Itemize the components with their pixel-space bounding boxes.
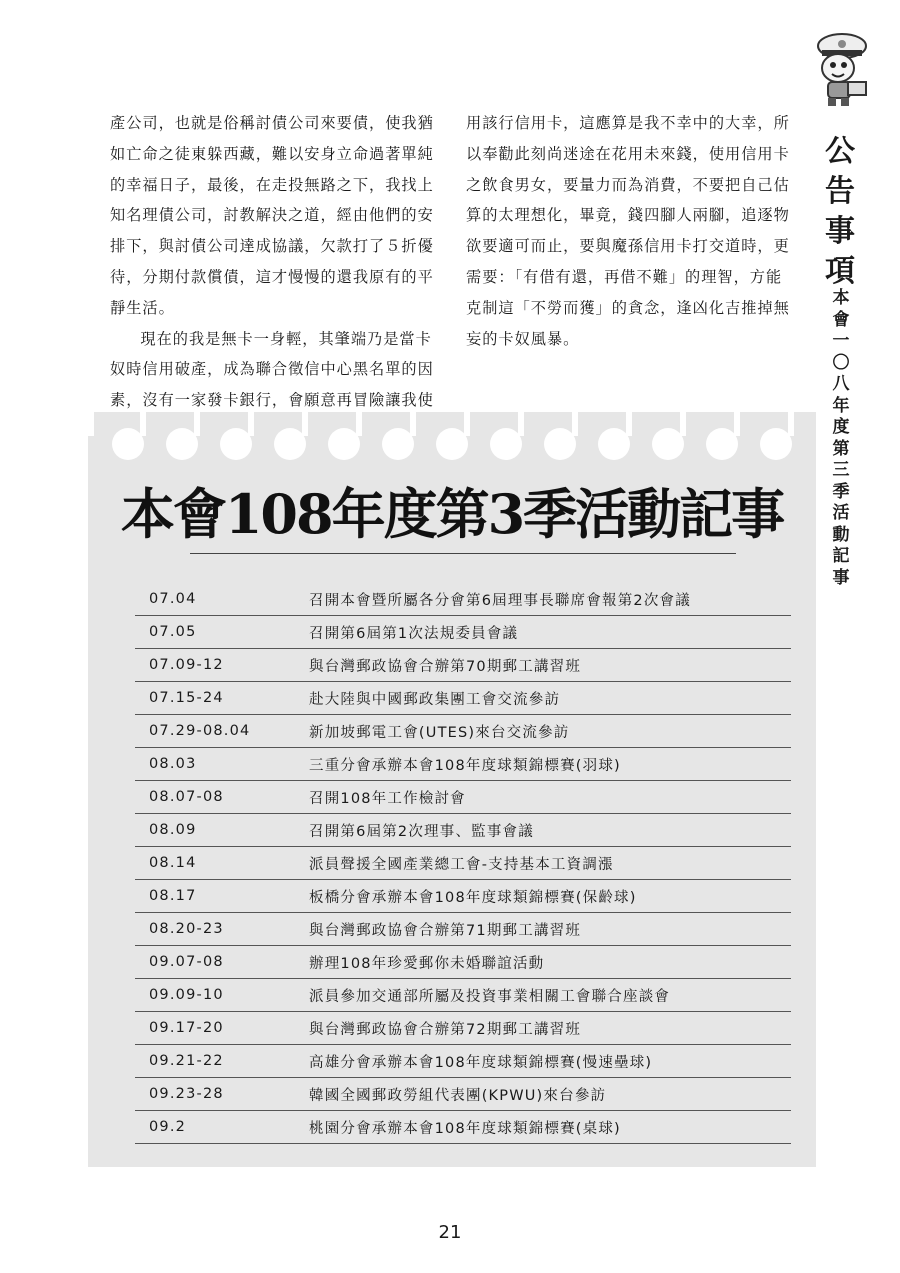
activity-date: 07.05: [149, 624, 197, 640]
activity-row: [135, 880, 791, 913]
activity-row: [135, 946, 791, 979]
activity-date: 07.04: [149, 591, 197, 607]
notepad-tear-tab: [788, 412, 794, 436]
section-subtitle-char: 動: [832, 524, 850, 545]
activity-row: [135, 715, 791, 748]
section-subtitle-vertical: [830, 288, 852, 589]
notepad-tear-tab: [88, 412, 94, 436]
section-subtitle-char: 八: [832, 374, 850, 394]
section-title-char: 事: [825, 214, 855, 249]
activity-description: 高雄分會承辦本會108年度球類錦標賽(慢速壘球): [309, 1054, 653, 1071]
activity-row: [135, 847, 791, 880]
section-subtitle-char: 一: [832, 331, 850, 351]
activity-description: 新加坡郵電工會(UTES)來台交流參訪: [309, 724, 570, 741]
activity-description: 赴大陸與中國郵政集團工會交流參訪: [309, 691, 561, 708]
activity-date: 09.21-22: [149, 1053, 224, 1069]
notepad-tear-tab: [248, 412, 254, 436]
activity-description: 板橋分會承辦本會108年度球類錦標賽(保齡球): [309, 889, 637, 906]
notepad-tear-tab: [464, 412, 470, 436]
activity-row: [135, 583, 791, 616]
activity-row: [135, 748, 791, 781]
activity-description: 召開本會暨所屬各分會第6屆理事長聯席會報第2次會議: [309, 592, 691, 609]
section-subtitle-char: 三: [832, 460, 850, 480]
activity-date: 08.14: [149, 855, 197, 871]
activity-date: 09.17-20: [149, 1020, 224, 1036]
activity-date: 08.03: [149, 756, 197, 772]
section-subtitle-char: 〇: [832, 352, 850, 373]
notepad-tear-tab: [194, 412, 200, 436]
activity-description: 召開第6屆第1次法規委員會議: [309, 625, 519, 642]
activity-date: 07.29-08.04: [149, 723, 251, 739]
activity-row: [135, 1111, 791, 1144]
notepad-tear-tab: [518, 412, 524, 436]
page-number: 21: [438, 1222, 462, 1243]
activity-description: 召開108年工作檢討會: [309, 790, 466, 807]
activity-description: 辦理108年珍愛郵你未婚聯誼活動: [309, 955, 545, 972]
activity-date: 09.09-10: [149, 987, 224, 1003]
notepad-tear-tab: [626, 412, 632, 436]
notepad-tear-tab: [140, 412, 146, 436]
activity-row: [135, 913, 791, 946]
notepad-tear-tab: [734, 412, 740, 436]
activity-description: 與台灣郵政協會合辦第72期郵工講習班: [309, 1021, 582, 1038]
section-subtitle-char: 季: [832, 481, 850, 502]
section-title-char: 告: [825, 174, 855, 209]
activity-description: 派員參加交通部所屬及投資事業相關工會聯合座談會: [309, 988, 671, 1005]
activity-date: 08.17: [149, 888, 197, 904]
section-subtitle-char: 本: [832, 288, 850, 308]
activity-date: 08.07-08: [149, 789, 224, 805]
activity-description: 韓國全國郵政勞組代表團(KPWU)來台參訪: [309, 1087, 607, 1104]
activity-row: [135, 1012, 791, 1045]
section-subtitle-char: 年: [832, 395, 850, 416]
notepad-tear-tab: [410, 412, 416, 436]
article-paragraph: 現在的我是無卡一身輕，其肇端乃是當卡奴時信用破產，成為聯合徵信中心黑名單的因素，沒有一家發卡銀行，會願意再冒險讓我使: [110, 329, 434, 410]
activity-row: [135, 649, 791, 682]
section-title-char: 項: [825, 254, 855, 289]
activity-row: [135, 1045, 791, 1078]
activity-date: 09.23-28: [149, 1086, 224, 1102]
notepad-tear-tab: [356, 412, 362, 436]
section-title-vertical: [822, 132, 858, 292]
section-subtitle-char: 第: [832, 438, 850, 459]
activity-record-title: 本會108年度第3季活動記事: [120, 482, 784, 546]
activity-row: [135, 979, 791, 1012]
section-subtitle-char: 會: [832, 309, 850, 330]
title-underline: [190, 553, 736, 554]
activity-date: 07.09-12: [149, 657, 224, 673]
notepad-tear-tab: [572, 412, 578, 436]
activity-description: 與台灣郵政協會合辦第70期郵工講習班: [309, 658, 582, 675]
section-title-char: 公: [825, 134, 855, 169]
article-column-left: [110, 108, 440, 416]
article-paragraph: 產公司，也就是俗稱討債公司來要債，使我猶如亡命之徒東躲西藏，難以安身立命過著單純的幸福日子，最後，在走投無路之下，我找上知名理債公司，討教解決之道，經由他們的安排下，與討債公司達成協議，欠款打了５折優待，分期付款償債，這才慢慢的還我原有的平靜生活。: [110, 114, 434, 317]
activity-description: 與台灣郵政協會合辦第71期郵工講習班: [309, 922, 582, 939]
activity-row: [135, 682, 791, 715]
section-subtitle-char: 活: [832, 503, 850, 523]
activity-description: 桃園分會承辦本會108年度球類錦標賽(桌球): [309, 1120, 621, 1137]
article-paragraph: 用該行信用卡，這應算是我不幸中的大幸，所以奉勸此刻尚迷途在花用未來錢，使用信用卡之飲食男女，要量力而為消費，不要把自己估算的太理想化，畢竟，錢四腳人兩腳，追逐物欲要適可而止，要與魔孫信用卡打交道時，更需要：「有借有還，再借不難」的理智，方能克制這「不勞而獲」的貪念，逢凶化吉推掉無妄的卡奴風暴。: [466, 114, 790, 348]
notepad-tear-tab: [680, 412, 686, 436]
activity-row: [135, 781, 791, 814]
section-subtitle-char: 記: [832, 546, 850, 566]
activity-row: [135, 814, 791, 847]
section-subtitle-char: 度: [832, 417, 850, 437]
activity-row: [135, 1078, 791, 1111]
activity-date: 07.15-24: [149, 690, 224, 706]
activity-date: 09.2: [149, 1119, 187, 1135]
article-column-right: [466, 108, 794, 354]
activity-description: 派員聲援全國產業總工會-支持基本工資調漲: [309, 856, 614, 873]
activity-list: [135, 583, 791, 1144]
activity-description: 召開第6屆第2次理事、監事會議: [309, 823, 534, 840]
activity-date: 09.07-08: [149, 954, 224, 970]
activity-date: 08.09: [149, 822, 197, 838]
activity-description: 三重分會承辦本會108年度球類錦標賽(羽球): [309, 757, 621, 774]
activity-row: [135, 616, 791, 649]
postman-mascot-icon: [808, 30, 872, 110]
notepad-tear-tab: [302, 412, 308, 436]
activity-date: 08.20-23: [149, 921, 224, 937]
section-subtitle-char: 事: [832, 567, 850, 588]
